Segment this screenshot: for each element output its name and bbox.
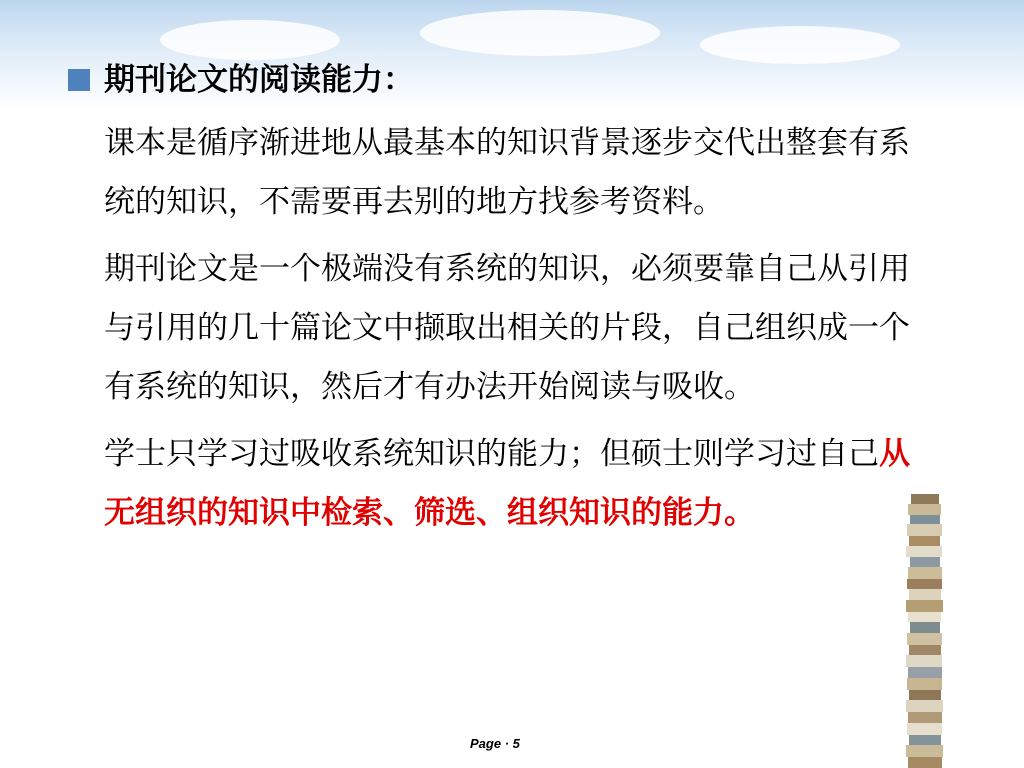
paragraph-textbook: 课本是循序渐进地从最基本的知识背景逐步交代出整套有系统的知识，不需要再去别的地方找参考资料。 [104,125,910,220]
page-number: 5 [512,736,520,751]
slide-content [68,52,948,551]
paragraph-degree [104,425,939,543]
square-bullet-icon [68,69,90,91]
page-separator: · [504,736,510,751]
paragraph-degree-text: 学士只学习过吸收系统知识的能力；但硕士则学习过自己 [104,436,879,472]
slide-heading: 期刊论文的阅读能力： [104,62,414,98]
page-label: Page [470,736,502,751]
paragraph-journal: 期刊论文是一个极端没有系统的知识，必须要靠自己从引用与引用的几十篇论文中撷取出相关的片段，自己组织成一个有系统的知识，然后才有办法开始阅读与吸收。 [104,251,910,405]
cloud-decoration [420,10,660,56]
book-stack-illustration [905,494,945,768]
page-footer [470,736,520,751]
book-stack-icon [906,494,943,768]
heading-row [68,52,948,108]
highlighted-text: 从无组织的知识中检索、筛选、组织知识的能力。 [104,436,910,531]
